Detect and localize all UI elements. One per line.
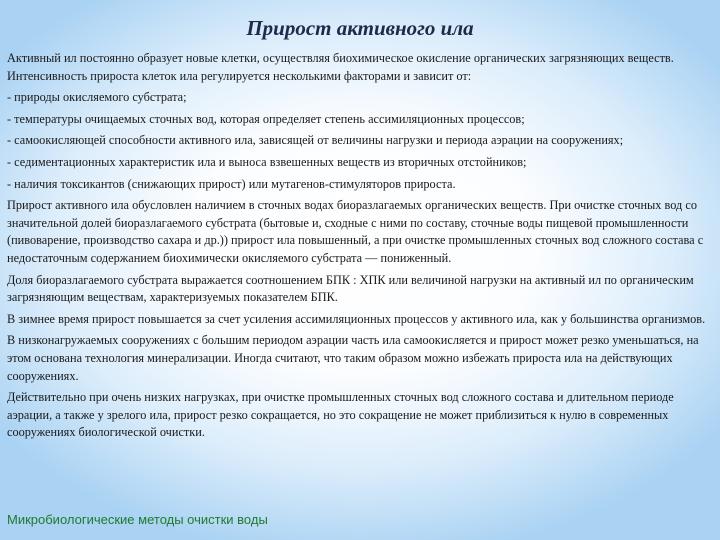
- paragraph-biodegradable: Прирост активного ила обусловлен наличием в сточных водах биоразлагаемых органических веществ. При очистке сточных вод со значительной долей биоразлагаемого субстрата (бытовые и, сходные с ними по составу, сточные воды пищевой промышленности (пивоварение, производство сахара и др.)) прирост ила повышенный, а при очистке промышленных сточных вод сложного состава с недостаточным содержанием биохимически окисляемого субстрата — пониженный.: [7, 198, 704, 265]
- paragraph-winter: В зимнее время прирост повышается за счет усиления ассимиляционных процессов у активного ила, как у большинства организмов.: [7, 311, 706, 326]
- slide-body: [7, 50, 713, 446]
- list-item-sedimentation: - седиментационных характеристик ила и выноса взвешенных веществ из вторичных отстойников;: [7, 154, 527, 169]
- paragraph-conclusion: Действительно при очень низких нагрузках, при очистке промышленных сточных вод сложного состава и длительном периоде аэрации, а также у зрелого ила, прирост резко сокращается, но это сокращение не может приблизиться к нулю в современных сооружениях биологической очистки.: [7, 390, 674, 440]
- slide-footer: Микробиологические методы очистки воды: [7, 512, 268, 527]
- paragraph-low-load: В низконагружаемых сооружениях с большим периодом аэрации часть ила самоокисляется и прирост может резко уменьшаться, на этом основана технология минерализации. Иногда считают, что таким образом можно избежать прироста ила на действующих сооружениях.: [7, 333, 699, 383]
- paragraph-bod-cod: Доля биоразлагаемого субстрата выражается соотношением БПК : ХПК или величиной нагрузки на активный ил по органическим загрязняющим веществам, характеризуемых показателем БПК.: [7, 272, 694, 305]
- list-item-substrate: - природы окисляемого субстрата;: [7, 90, 187, 105]
- slide-title: Прирост активного ила: [246, 16, 474, 40]
- list-item-toxicants: - наличия токсикантов (снижающих прирост) или мутагенов-стимуляторов прироста.: [7, 176, 456, 191]
- paragraph-intro: Активный ил постоянно образует новые клетки, осуществляя биохимическое окисление органических загрязняющих веществ. Интенсивность прироста клеток ила регулируется несколькими факторами и зависит от:: [7, 51, 674, 83]
- list-item-self-oxidation: - самоокисляющей способности активного ила, зависящей от величины нагрузки и периода аэрации на сооружениях;: [7, 133, 624, 148]
- list-item-temperature: - температуры очищаемых сточных вод, которая определяет степень ассимиляционных процессов;: [7, 111, 525, 126]
